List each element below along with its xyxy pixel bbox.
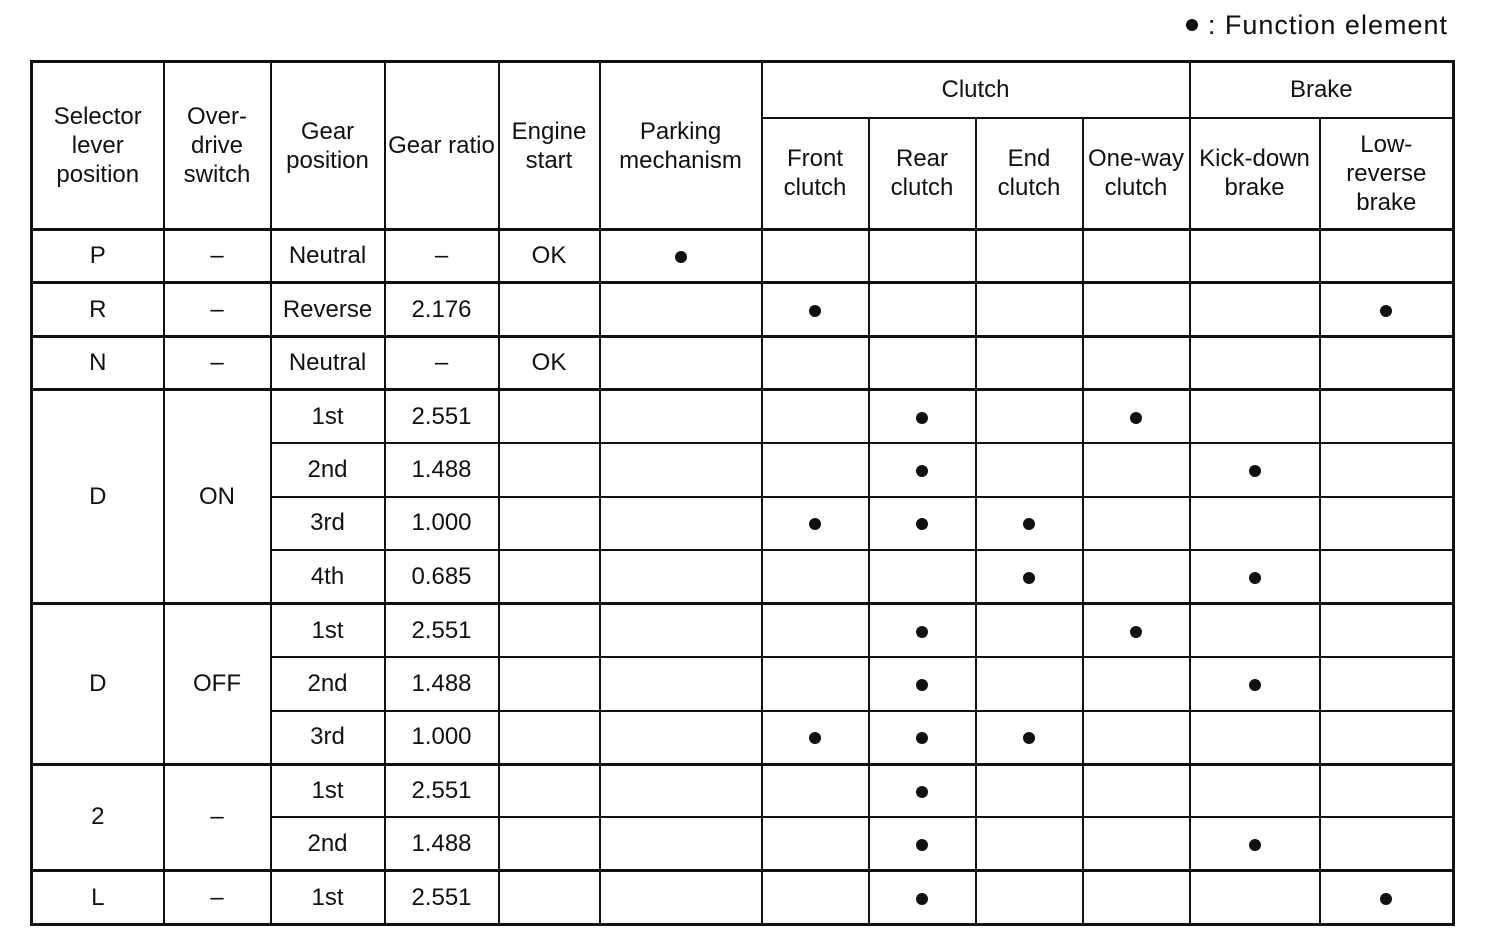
engine-start-cell <box>499 390 600 443</box>
end-clutch-cell <box>976 390 1083 443</box>
oneway-clutch-cell <box>1083 283 1190 336</box>
function-element-bullet-icon <box>916 412 928 424</box>
end-clutch-cell <box>976 871 1083 925</box>
function-element-bullet-icon <box>1249 839 1261 851</box>
gear-ratio-cell: 0.685 <box>385 550 499 603</box>
parking-mechanism-cell <box>600 443 762 496</box>
front-clutch-cell <box>762 604 869 657</box>
lowreverse-brake-cell <box>1320 871 1454 925</box>
overdrive-switch-cell: OFF <box>164 604 271 764</box>
end-clutch-cell <box>976 443 1083 496</box>
function-element-bullet-icon <box>1023 572 1035 584</box>
oneway-clutch-cell <box>1083 336 1190 389</box>
function-element-bullet-icon <box>1380 893 1392 905</box>
engine-start-cell <box>499 497 600 550</box>
rear-clutch-cell <box>869 283 976 336</box>
header-clutch-group: Clutch <box>762 62 1190 118</box>
function-element-bullet-icon <box>916 518 928 530</box>
lowreverse-brake-cell <box>1320 336 1454 389</box>
gear-ratio-cell: 1.488 <box>385 657 499 710</box>
end-clutch-cell <box>976 230 1083 283</box>
parking-mechanism-cell <box>600 390 762 443</box>
lowreverse-brake-cell <box>1320 817 1454 870</box>
gear-ratio-cell: 1.488 <box>385 443 499 496</box>
header-gear-position: Gear position <box>271 62 385 230</box>
parking-mechanism-cell <box>600 336 762 389</box>
parking-mechanism-cell <box>600 764 762 817</box>
engine-start-cell <box>499 283 600 336</box>
parking-mechanism-cell <box>600 230 762 283</box>
gear-ratio-cell: – <box>385 230 499 283</box>
parking-mechanism-cell <box>600 550 762 603</box>
function-element-bullet-icon <box>809 732 821 744</box>
gear-ratio-cell: 2.176 <box>385 283 499 336</box>
kickdown-brake-cell <box>1190 497 1320 550</box>
end-clutch-cell <box>976 497 1083 550</box>
end-clutch-cell <box>976 604 1083 657</box>
rear-clutch-cell <box>869 230 976 283</box>
lowreverse-brake-cell <box>1320 711 1454 764</box>
oneway-clutch-cell <box>1083 711 1190 764</box>
rear-clutch-cell <box>869 443 976 496</box>
table-row <box>32 283 1454 336</box>
header-overdrive-switch: Over-drive switch <box>164 62 271 230</box>
gear-position-cell: 3rd <box>271 711 385 764</box>
oneway-clutch-cell <box>1083 871 1190 925</box>
lowreverse-brake-cell <box>1320 604 1454 657</box>
front-clutch-cell <box>762 336 869 389</box>
gear-position-cell: 2nd <box>271 657 385 710</box>
lowreverse-brake-cell <box>1320 443 1454 496</box>
gear-position-cell: 4th <box>271 550 385 603</box>
oneway-clutch-cell <box>1083 390 1190 443</box>
engine-start-cell <box>499 657 600 710</box>
engine-start-cell: OK <box>499 336 600 389</box>
front-clutch-cell <box>762 497 869 550</box>
oneway-clutch-cell <box>1083 817 1190 870</box>
front-clutch-cell <box>762 390 869 443</box>
function-element-bullet-icon <box>1380 305 1392 317</box>
gear-position-cell: 1st <box>271 390 385 443</box>
overdrive-switch-cell: – <box>164 764 271 871</box>
lowreverse-brake-cell <box>1320 390 1454 443</box>
gear-position-cell: 1st <box>271 604 385 657</box>
kickdown-brake-cell <box>1190 817 1320 870</box>
function-element-bullet-icon <box>916 839 928 851</box>
kickdown-brake-cell <box>1190 390 1320 443</box>
selector-position-cell: N <box>32 336 164 389</box>
table-row <box>32 604 1454 657</box>
selector-position-cell: R <box>32 283 164 336</box>
legend-label: : Function element <box>1207 10 1448 40</box>
overdrive-switch-cell: ON <box>164 390 271 604</box>
function-element-bullet-icon <box>1186 19 1198 31</box>
end-clutch-cell <box>976 336 1083 389</box>
oneway-clutch-cell <box>1083 604 1190 657</box>
end-clutch-cell <box>976 764 1083 817</box>
header-end-clutch: End clutch <box>976 118 1083 230</box>
kickdown-brake-cell <box>1190 550 1320 603</box>
kickdown-brake-cell <box>1190 604 1320 657</box>
kickdown-brake-cell <box>1190 283 1320 336</box>
function-element-bullet-icon <box>916 679 928 691</box>
function-element-bullet-icon <box>1023 732 1035 744</box>
lowreverse-brake-cell <box>1320 657 1454 710</box>
engine-start-cell <box>499 443 600 496</box>
engine-start-cell <box>499 817 600 870</box>
header-lowreverse-brake: Low-reverse brake <box>1320 118 1454 230</box>
gear-ratio-cell: 2.551 <box>385 604 499 657</box>
oneway-clutch-cell <box>1083 550 1190 603</box>
lowreverse-brake-cell <box>1320 497 1454 550</box>
function-element-table <box>30 60 1455 926</box>
function-element-bullet-icon <box>916 786 928 798</box>
table-row <box>32 764 1454 817</box>
overdrive-switch-cell: – <box>164 230 271 283</box>
rear-clutch-cell <box>869 871 976 925</box>
end-clutch-cell <box>976 283 1083 336</box>
header-engine-start: Engine start <box>499 62 600 230</box>
engine-start-cell <box>499 764 600 817</box>
kickdown-brake-cell <box>1190 764 1320 817</box>
kickdown-brake-cell <box>1190 443 1320 496</box>
rear-clutch-cell <box>869 336 976 389</box>
gear-position-cell: 1st <box>271 871 385 925</box>
kickdown-brake-cell <box>1190 657 1320 710</box>
function-element-bullet-icon <box>809 518 821 530</box>
gear-ratio-cell: 1.488 <box>385 817 499 870</box>
parking-mechanism-cell <box>600 817 762 870</box>
gear-position-cell: 2nd <box>271 443 385 496</box>
end-clutch-cell <box>976 817 1083 870</box>
function-element-bullet-icon <box>916 626 928 638</box>
gear-ratio-cell: 1.000 <box>385 711 499 764</box>
header-parking-mechanism: Parking mechanism <box>600 62 762 230</box>
function-element-bullet-icon <box>916 732 928 744</box>
kickdown-brake-cell <box>1190 871 1320 925</box>
rear-clutch-cell <box>869 764 976 817</box>
oneway-clutch-cell <box>1083 443 1190 496</box>
table-body <box>32 230 1454 925</box>
selector-position-cell: 2 <box>32 764 164 871</box>
end-clutch-cell <box>976 711 1083 764</box>
table-row <box>32 336 1454 389</box>
parking-mechanism-cell <box>600 871 762 925</box>
lowreverse-brake-cell <box>1320 283 1454 336</box>
function-element-bullet-icon <box>916 465 928 477</box>
function-element-bullet-icon <box>1023 518 1035 530</box>
function-element-bullet-icon <box>916 893 928 905</box>
front-clutch-cell <box>762 550 869 603</box>
function-element-bullet-icon <box>1249 679 1261 691</box>
oneway-clutch-cell <box>1083 657 1190 710</box>
selector-position-cell: L <box>32 871 164 925</box>
engine-start-cell <box>499 604 600 657</box>
parking-mechanism-cell <box>600 604 762 657</box>
gear-position-cell: 1st <box>271 764 385 817</box>
function-element-bullet-icon <box>1249 572 1261 584</box>
table-row <box>32 871 1454 925</box>
rear-clutch-cell <box>869 817 976 870</box>
kickdown-brake-cell <box>1190 711 1320 764</box>
header-gear-ratio: Gear ratio <box>385 62 499 230</box>
front-clutch-cell <box>762 657 869 710</box>
oneway-clutch-cell <box>1083 497 1190 550</box>
gear-position-cell: 3rd <box>271 497 385 550</box>
overdrive-switch-cell: – <box>164 283 271 336</box>
function-element-bullet-icon <box>675 251 687 263</box>
selector-position-cell: D <box>32 604 164 764</box>
selector-position-cell: P <box>32 230 164 283</box>
lowreverse-brake-cell <box>1320 550 1454 603</box>
gear-position-cell: Reverse <box>271 283 385 336</box>
gear-ratio-cell: 1.000 <box>385 497 499 550</box>
lowreverse-brake-cell <box>1320 230 1454 283</box>
overdrive-switch-cell: – <box>164 336 271 389</box>
rear-clutch-cell <box>869 497 976 550</box>
front-clutch-cell <box>762 443 869 496</box>
rear-clutch-cell <box>869 550 976 603</box>
gear-position-cell: Neutral <box>271 230 385 283</box>
header-kickdown-brake: Kick-down brake <box>1190 118 1320 230</box>
overdrive-switch-cell: – <box>164 871 271 925</box>
parking-mechanism-cell <box>600 657 762 710</box>
front-clutch-cell <box>762 283 869 336</box>
front-clutch-cell <box>762 711 869 764</box>
kickdown-brake-cell <box>1190 336 1320 389</box>
oneway-clutch-cell <box>1083 764 1190 817</box>
table-row <box>32 230 1454 283</box>
function-element-bullet-icon <box>1249 465 1261 477</box>
selector-position-cell: D <box>32 390 164 604</box>
front-clutch-cell <box>762 871 869 925</box>
table-row <box>32 390 1454 443</box>
engine-start-cell <box>499 711 600 764</box>
lowreverse-brake-cell <box>1320 764 1454 817</box>
engine-start-cell <box>499 550 600 603</box>
parking-mechanism-cell <box>600 283 762 336</box>
front-clutch-cell <box>762 817 869 870</box>
gear-position-cell: Neutral <box>271 336 385 389</box>
oneway-clutch-cell <box>1083 230 1190 283</box>
end-clutch-cell <box>976 657 1083 710</box>
header-rear-clutch: Rear clutch <box>869 118 976 230</box>
gear-position-cell: 2nd <box>271 817 385 870</box>
rear-clutch-cell <box>869 604 976 657</box>
header-front-clutch: Front clutch <box>762 118 869 230</box>
front-clutch-cell <box>762 230 869 283</box>
engine-start-cell: OK <box>499 230 600 283</box>
rear-clutch-cell <box>869 711 976 764</box>
function-element-bullet-icon <box>809 305 821 317</box>
rear-clutch-cell <box>869 390 976 443</box>
gear-ratio-cell: 2.551 <box>385 390 499 443</box>
parking-mechanism-cell <box>600 497 762 550</box>
gear-ratio-cell: – <box>385 336 499 389</box>
rear-clutch-cell <box>869 657 976 710</box>
header-oneway-clutch: One-way clutch <box>1083 118 1190 230</box>
front-clutch-cell <box>762 764 869 817</box>
gear-ratio-cell: 2.551 <box>385 871 499 925</box>
function-element-bullet-icon <box>1130 412 1142 424</box>
legend <box>1186 10 1448 41</box>
function-element-bullet-icon <box>1130 626 1142 638</box>
gear-ratio-cell: 2.551 <box>385 764 499 817</box>
end-clutch-cell <box>976 550 1083 603</box>
engine-start-cell <box>499 871 600 925</box>
kickdown-brake-cell <box>1190 230 1320 283</box>
header-selector-lever-position: Selector lever position <box>32 62 164 230</box>
header-brake-group: Brake <box>1190 62 1454 118</box>
parking-mechanism-cell <box>600 711 762 764</box>
